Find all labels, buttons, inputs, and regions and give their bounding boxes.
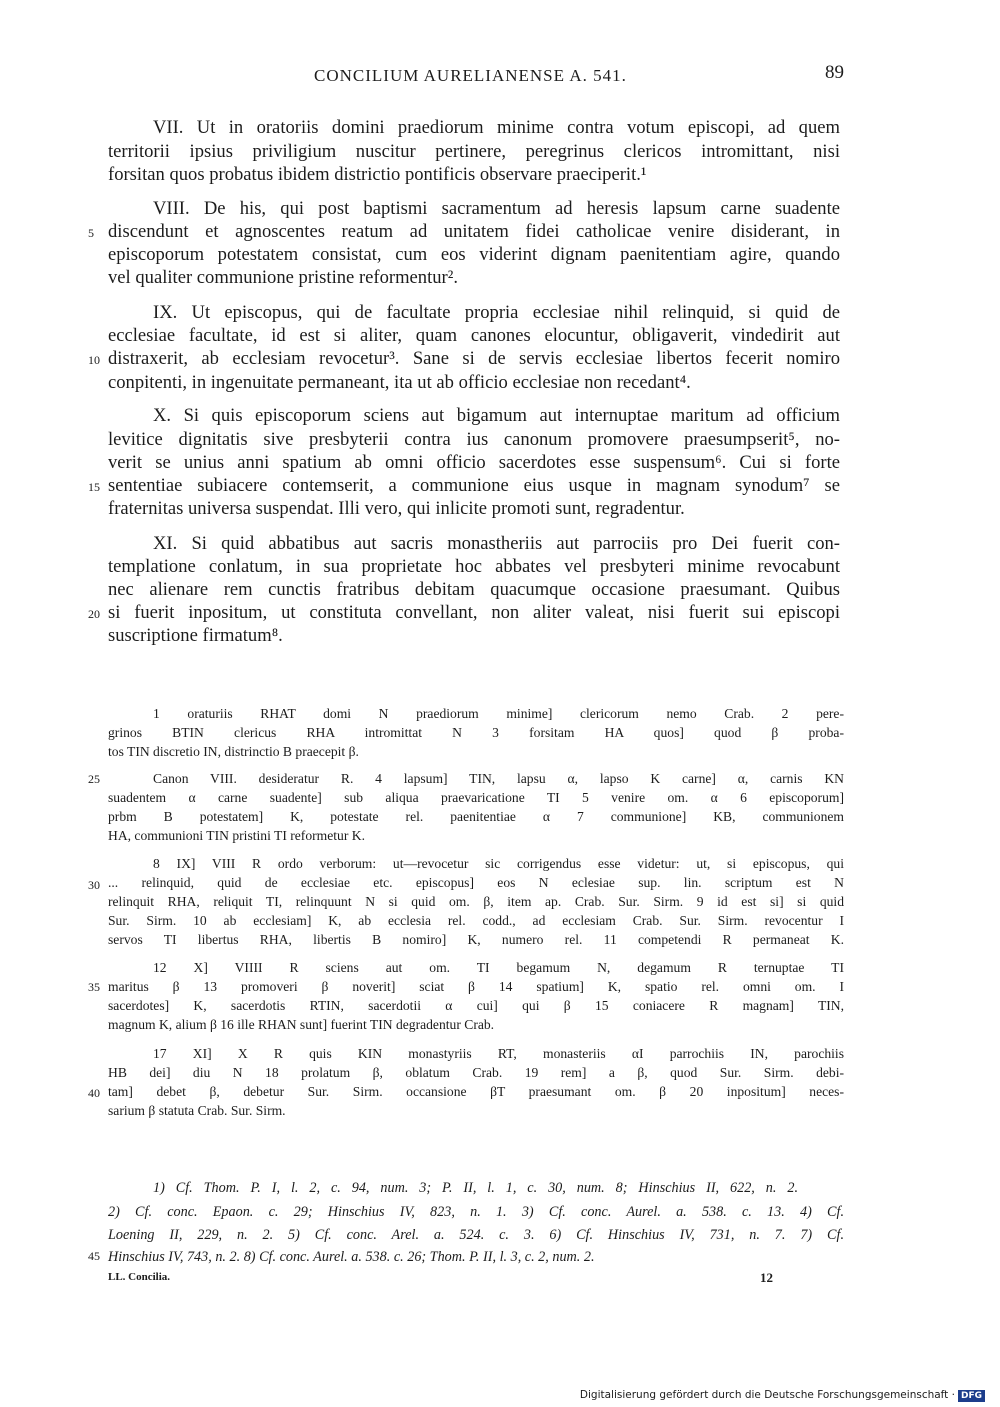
main-text-line: sententiae subiacere contemserit, a communione eius usque in magnam synodum⁷ se [108,475,840,496]
line-number: 5 [88,226,94,240]
apparatus-line: 17 XI] X R quis KIN monastyriis RT, monasteriis αI parrochiis IN, parochiis [153,1046,844,1061]
apparatus-line: Sur. Sirm. 10 ab ecclesiam] K, ab ecclesia rel. codd., ad ecclesiam Crab. Sur. Sirm. revocentur I [108,913,844,928]
main-text-line: XI. Si quid abbatibus aut sacris monastheriis aut parrociis pro Dei fuerit con- [153,533,840,554]
main-text-line: territorii ipsius priviligium nuscitur pertinere, peregrinus clericos intromittant, nisi [108,141,840,162]
apparatus-line: servos TI libertus RHA, libertis B nomiro] K, numero rel. 11 competendi R permaneat K. [108,932,844,947]
footnote-line: 1) Cf. Thom. P. I, l. 2, c. 94, num. 3; P. II, l. 1, c. 30, num. 8; Hinschius II, 622, n. 2. [153,1180,798,1196]
main-text-line: discendunt et agnoscentes reatum ad unitatem fidei catholicae venire disiderant, in [108,221,840,242]
apparatus-line: sacerdotes] K, sacerdotis RTIN, sacerdotii α cui] qui β 15 coniacere R magnam] TIN, [108,998,844,1013]
apparatus-line: 1 oraturiis RHAT domi N praediorum minime] clericorum nemo Crab. 2 pere- [153,706,844,721]
line-number: 20 [88,607,100,621]
main-text-line: distraxerit, ab ecclesiam revocetur³. Sane si de servis ecclesiae libertos fecerit nomiro [108,348,840,369]
main-text-line: si fuerit inpositum, ut constituta convellant, non aliter valeat, nisi fuerit sui episcopi [108,602,840,623]
line-number: 25 [88,772,100,786]
line-number: 35 [88,980,100,994]
footnote-line: Loening II, 229, n. 2. 5) Cf. conc. Arel. a. 524. c. 3. 6) Cf. Hinschius IV, 731, n. 7. 7) Cf. [108,1227,844,1243]
main-text-line: X. Si quis episcoporum sciens aut bigamum aut internuptae maritum ad officium [153,405,840,426]
main-text-line: fraternitas universa suspendat. Illi vero, qui inlicite promoti sunt, regradentur. [108,498,685,519]
main-text-line: levitice dignitatis sive presbyterii contra ius canonum promovere praesumpserit⁵, no- [108,429,840,450]
footnote-line: 2) Cf. conc. Epaon. c. 29; Hinschius IV, 823, n. 1. 3) Cf. conc. Aurel. a. 538. c. 13. 4) Cf. [108,1204,844,1220]
main-text-line: conpitenti, in ingenuitate permaneant, ita ut ab officio ecclesiae non recedant⁴. [108,372,691,393]
apparatus-line: 8 IX] VIII R ordo verborum: ut—revocetur sic corrigendus esse videtur: ut, si episcopus, qui [153,856,844,871]
main-text-line: vel qualiter communione pristine reformentur². [108,267,458,288]
page-number: 89 [825,62,844,83]
main-text-line: templatione conlatum, in sua proprietate hoc abbates vel presbyteri minime revocabunt [108,556,840,577]
line-number: 15 [88,480,100,494]
main-text-line: episcoporum potestatem consistat, cum eos viderint dignam paenitentiam agire, quando [108,244,840,265]
apparatus-line: sarium β statuta Crab. Sur. Sirm. [108,1103,286,1118]
digitization-credit-text: Digitalisierung gefördert durch die Deutsche Forschungsgemeinschaft · [579,1389,955,1401]
main-text-line: VIII. De his, qui post baptismi sacramentum ad heresis lapsum carne suadente [153,198,840,219]
apparatus-line: Canon VIII. desideratur R. 4 lapsum] TIN, lapsu α, lapso K carne] α, carnis KN [153,771,844,786]
main-text-line: IX. Ut episcopus, qui de facultate propria ecclesiae nihil relinquid, si quid de [153,302,840,323]
main-text-line: nec alienare rem cunctis fratribus debitam quacumque occasione praesumant. Quibus [108,579,840,600]
apparatus-line: magnum K, alium β 16 ille RHAN sunt] fuerint TIN degradentur Crab. [108,1017,495,1032]
running-title: CONCILIUM AURELIANENSE A. 541. [314,66,627,85]
footnote-line: Hinschius IV, 743, n. 2. 8) Cf. conc. Aurel. a. 538. c. 26; Thom. P. II, l. 3, c. 2, num. 2. [108,1249,595,1265]
apparatus-line: tam] debet β, debetur Sur. Sirm. occansione βT praesumant om. β 20 inpositum] neces- [108,1084,844,1099]
apparatus-line: prbm B potestatem] K, potestate rel. paenitentiae α 7 communione] KB, communionem [108,809,844,824]
line-number: 45 [88,1249,100,1263]
signature-number: 12 [760,1270,773,1285]
apparatus-line: maritus β 13 promoveri β noverit] sciat β 14 spatium] K, spatio rel. omni om. I [108,979,844,994]
apparatus-line: grinos BTIN clericus RHA intromittat N 3 forsitam HA quos] quod β proba- [108,725,844,740]
apparatus-line: HB dei] diu N 18 prolatum β, oblatum Crab. 19 rem] a β, quod Sur. Sirm. debi- [108,1065,844,1080]
apparatus-line: ... relinquid, quid de ecclesiae etc. episcopus] eos N eclesiae sup. lin. scriptum est N [108,875,844,890]
main-text-line: forsitan quos probatus ibidem districtio pontificis observare praeciperit.¹ [108,164,647,185]
line-number: 10 [88,353,100,367]
apparatus-line: suadentem α carne suadente] sub aliqua praevaricatione TI 5 venire om. α 6 episcoporum] [108,790,844,805]
digitization-credit [580,1389,985,1402]
main-text-line: ecclesiae facultate, id est si aliter, quam canones elocuntur, obligaverit, vindedirit aut [108,325,840,346]
line-number: 40 [88,1086,100,1100]
main-text-line: verit se unius anni spatium ab omni officio sacerdotes esse suspensum⁶. Cui si forte [108,452,840,473]
apparatus-line: HA, communioni TIN pristini TI reformetur K. [108,828,365,843]
signature-left: LL. Concilia. [108,1271,171,1283]
apparatus-line: relinquit RHA, reliquit TI, relinquunt N si quid om. β, item ap. Crab. Sur. Sirm. 9 id est si] si quid [108,894,844,909]
apparatus-line: tos TIN discretio IN, distrinctio B praecepit β. [108,744,359,759]
dfg-logo: DFG [958,1390,985,1402]
main-text-line: suscriptione firmatum⁸. [108,625,283,646]
main-text-line: VII. Ut in oratoriis domini praediorum minime contra votum episcopi, ad quem [153,117,840,138]
apparatus-line: 12 X] VIIII R sciens aut om. TI begamum N, degamum R ternuptae TI [153,960,844,975]
line-number: 30 [88,878,100,892]
